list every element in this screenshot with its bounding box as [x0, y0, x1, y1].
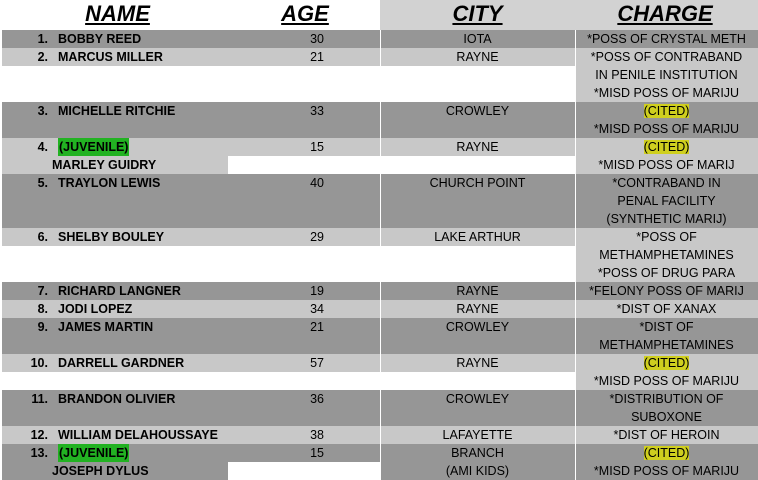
suspect-city: RAYNE: [456, 140, 499, 154]
suspect-age: 19: [310, 284, 324, 298]
suspect-city: RAYNE: [456, 50, 499, 64]
suspect-age: 30: [310, 32, 324, 46]
suspect-name: MARLEY GUIDRY: [52, 158, 157, 172]
row-number: 11.: [31, 392, 48, 406]
suspect-name: TRAYLON LEWIS: [58, 176, 161, 190]
suspect-city: CROWLEY: [445, 392, 510, 406]
header-name: NAME: [85, 1, 150, 26]
suspect-city: CROWLEY: [445, 104, 510, 118]
suspect-city: BRANCH: [451, 446, 504, 460]
charge-line: *MISD POSS OF MARIJU: [593, 374, 740, 388]
charge-line: [575, 444, 758, 462]
row-number: 6.: [37, 230, 48, 244]
suspect-age: 33: [310, 104, 324, 118]
suspect-age: 21: [310, 50, 324, 64]
charge-line: IN PENILE INSTITUTION: [595, 68, 738, 82]
charge-line: *CONTRABAND IN: [612, 176, 721, 190]
suspect-name: JODI LOPEZ: [58, 302, 133, 316]
charge-line: *MISD POSS OF MARIJU: [593, 86, 740, 100]
suspect-age: 36: [310, 392, 324, 406]
charge-line: *FELONY POSS OF MARIJ: [589, 284, 744, 298]
suspect-age: 21: [310, 320, 324, 334]
suspect-age: 38: [310, 428, 324, 442]
charge-line: *POSS OF: [636, 230, 697, 244]
row-number: 8.: [37, 302, 48, 316]
suspect-name: WILLIAM DELAHOUSSAYE: [58, 428, 218, 442]
suspect-name: DARRELL GARDNER: [58, 356, 185, 370]
charge-line: PENAL FACILITY: [617, 194, 716, 208]
charge-line: *POSS OF CONTRABAND: [590, 50, 743, 64]
row-number: 5.: [37, 176, 48, 190]
suspect-name: MARCUS MILLER: [58, 50, 163, 64]
charge-line: *MISD POSS OF MARIJ: [598, 158, 735, 172]
suspect-city: RAYNE: [456, 284, 499, 298]
row-number: 3.: [37, 104, 48, 118]
charge-line: *DIST OF: [639, 320, 694, 334]
suspect-age: 15: [310, 446, 324, 460]
suspect-age: 40: [310, 176, 324, 190]
charge-line: *DIST OF HEROIN: [613, 428, 720, 442]
cited-badge: (CITED): [643, 140, 690, 154]
charge-line: SUBOXONE: [631, 410, 702, 424]
row-number: 13.: [30, 446, 48, 460]
suspect-city: LAFAYETTE: [442, 428, 513, 442]
header-age: AGE: [281, 1, 329, 26]
cited-badge: (CITED): [643, 446, 690, 460]
suspect-city: IOTA: [463, 32, 492, 46]
suspect-name: JAMES MARTIN: [58, 320, 154, 334]
suspect-name: SHELBY BOULEY: [58, 230, 165, 244]
header-charge: CHARGE: [617, 1, 713, 26]
charge-line: *DIST OF XANAX: [616, 302, 717, 316]
juvenile-badge: (JUVENILE): [59, 446, 129, 460]
suspect-name: MICHELLE RITCHIE: [58, 104, 176, 118]
suspect-city: (AMI KIDS): [445, 464, 510, 478]
juvenile-badge: (JUVENILE): [59, 140, 129, 154]
suspect-city: CHURCH POINT: [429, 176, 526, 190]
cited-badge: (CITED): [643, 356, 690, 370]
suspect-city: LAKE ARTHUR: [434, 230, 521, 244]
row-number: 7.: [37, 284, 48, 298]
row-number: 1.: [37, 32, 48, 46]
charge-line: [575, 102, 758, 120]
charge-line: [575, 138, 758, 156]
suspect-age: 29: [310, 230, 324, 244]
charge-line: *POSS OF CRYSTAL METH: [587, 32, 746, 46]
suspect-name: BRANDON OLIVIER: [58, 392, 176, 406]
charge-line: METHAMPHETAMINES: [599, 338, 734, 352]
suspect-name: JOSEPH DYLUS: [52, 464, 149, 478]
suspect-age: 57: [310, 356, 324, 370]
row-number: 4.: [37, 140, 48, 154]
row-number: 9.: [37, 320, 48, 334]
charge-line: METHAMPHETAMINES: [599, 248, 734, 262]
suspect-age: 34: [310, 302, 324, 316]
suspect-city: CROWLEY: [445, 320, 510, 334]
row-number: 2.: [37, 50, 48, 64]
charge-line: *MISD POSS OF MARIJU: [593, 464, 740, 478]
charge-line: *POSS OF DRUG PARA: [597, 266, 736, 280]
suspect-age: 15: [310, 140, 324, 154]
suspect-name: RICHARD LANGNER: [58, 284, 181, 298]
cited-badge: (CITED): [643, 104, 690, 118]
suspect-name: BOBBY REED: [58, 32, 142, 46]
charge-line: *DISTRIBUTION OF: [609, 392, 724, 406]
row-number: 12.: [30, 428, 48, 442]
charge-line: *MISD POSS OF MARIJU: [593, 122, 740, 136]
suspect-city: RAYNE: [456, 302, 499, 316]
charge-line: [575, 354, 758, 372]
header-city: CITY: [452, 1, 503, 26]
row-number: 10.: [30, 356, 48, 370]
charge-line: (SYNTHETIC MARIJ): [606, 212, 727, 226]
suspect-city: RAYNE: [456, 356, 499, 370]
